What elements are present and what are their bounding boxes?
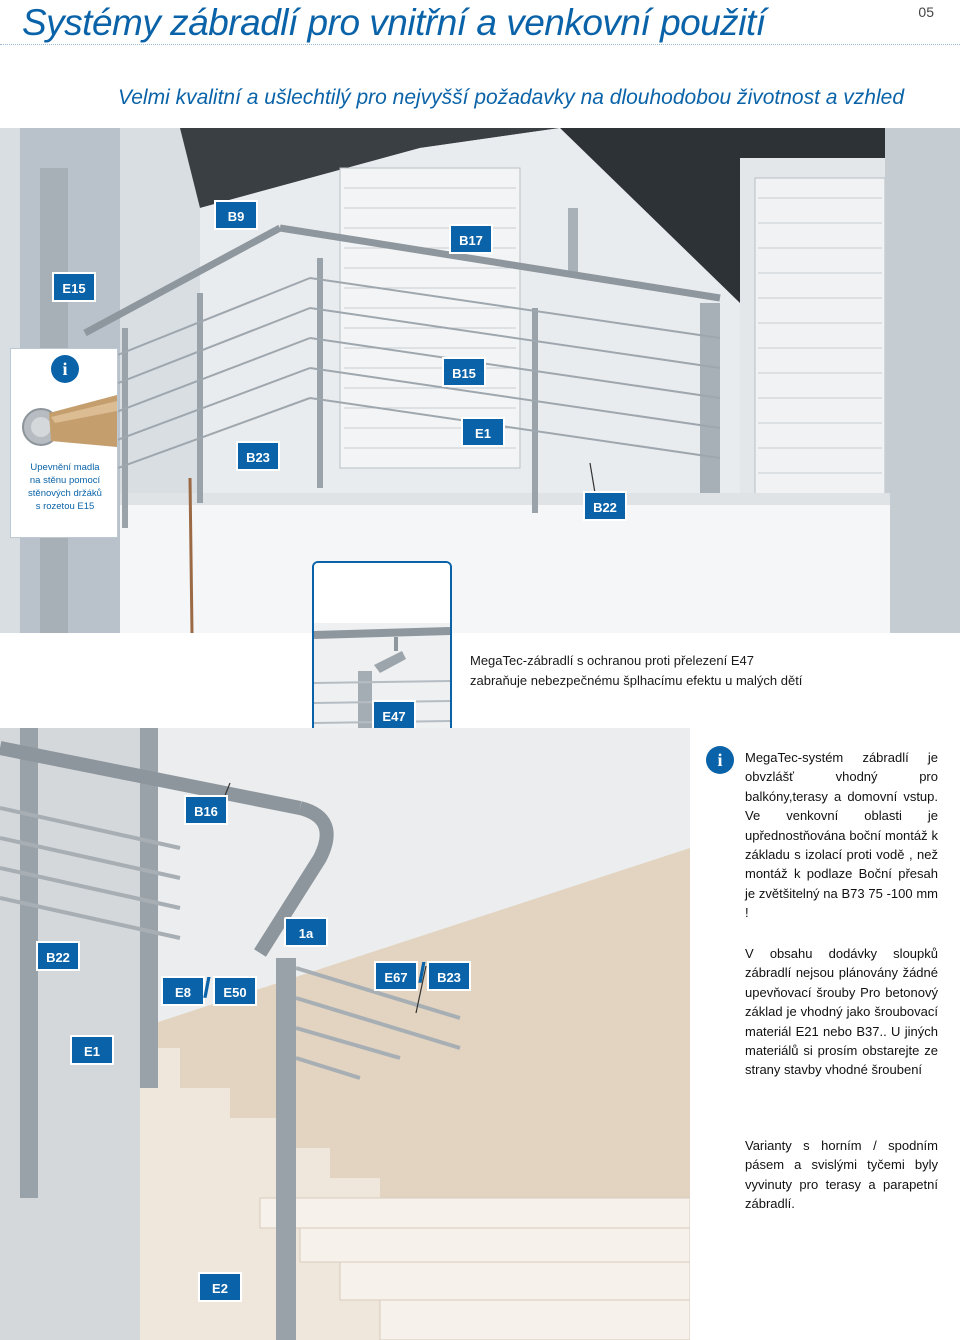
slash-separator: / xyxy=(203,972,211,1003)
slash-separator: / xyxy=(418,957,426,988)
tag-b9: B9 xyxy=(214,200,258,230)
paragraph-delivery: V obsahu dodávky sloupků zábradlí nejsou plánovány žádné upevňovací šrouby Pro betonový základ je vhodný jako šroubovací materiál E21 nebo B37.. U jiných materiálů si prosím obstarejte ze strany stavby vhodné šroubení xyxy=(745,946,938,1078)
caption-line: stěnových držáků xyxy=(28,488,102,499)
page-number: 05 xyxy=(918,4,934,20)
info-icon: i xyxy=(51,355,79,383)
page-title: Systémy zábradlí pro vnitřní a venkovní použití xyxy=(22,2,766,43)
wall-mount-inset xyxy=(10,348,118,538)
staircase-photo xyxy=(0,728,690,1340)
caption-line: s rozetou E15 xyxy=(35,501,95,512)
wall-bracket-image xyxy=(11,385,117,465)
tag-e8: E8 xyxy=(161,976,205,1006)
e47-description xyxy=(470,651,802,691)
paragraph-suitability: MegaTec-systém zábradlí je obvzlášť vhodný pro balkóny,terasy a domovní vstup. Ve venkovní oblasti je upřednostňována boční montáž k základu s izolací proti vodě , než montáž k podlaze Boční přesah je zvětšitelný na B73 75 -100 mm ! xyxy=(745,750,938,921)
info-icon: i xyxy=(706,746,734,774)
tag-b16: B16 xyxy=(184,795,228,825)
tag-b23-top: B23 xyxy=(236,441,280,471)
tag-b23-stair: B23 xyxy=(427,961,471,991)
tag-b22-top: B22 xyxy=(583,491,627,521)
tag-e1-stair: E1 xyxy=(70,1035,114,1065)
tag-e2: E2 xyxy=(198,1272,242,1302)
tag-1a: 1a xyxy=(284,917,328,947)
e47-description-line: zabraňuje nebezpečnému šplhacímu efektu u malých dětí xyxy=(470,673,803,688)
paragraph-variants: Varianty s horním / spodním pásem a svislými tyčemi byly vyvinuty pro terasy a parapetní zábradlí. xyxy=(745,1138,938,1212)
tag-e1-top: E1 xyxy=(461,417,505,447)
tag-b15: B15 xyxy=(442,357,486,387)
caption-line: na stěnu pomocí xyxy=(29,475,101,486)
tag-e47: E47 xyxy=(372,700,416,730)
tag-b22-stair: B22 xyxy=(36,941,80,971)
tag-e15: E15 xyxy=(52,272,96,302)
delivery-notes xyxy=(745,944,938,1080)
page-subtitle: Velmi kvalitní a ušlechtilý pro nejvyšší požadavky na dlouhodobou životnost a vzhled xyxy=(118,86,904,109)
variants-note xyxy=(745,1136,938,1214)
tag-e50: E50 xyxy=(213,976,257,1006)
tag-b17: B17 xyxy=(449,224,493,254)
system-description xyxy=(745,748,938,923)
caption-line: Upevnění madla xyxy=(30,462,100,473)
header-divider xyxy=(0,44,960,45)
e47-description-line: MegaTec-zábradlí s ochranou proti přelezení E47 xyxy=(470,653,754,668)
wall-mount-caption xyxy=(15,461,115,513)
tag-e67: E67 xyxy=(374,961,418,991)
